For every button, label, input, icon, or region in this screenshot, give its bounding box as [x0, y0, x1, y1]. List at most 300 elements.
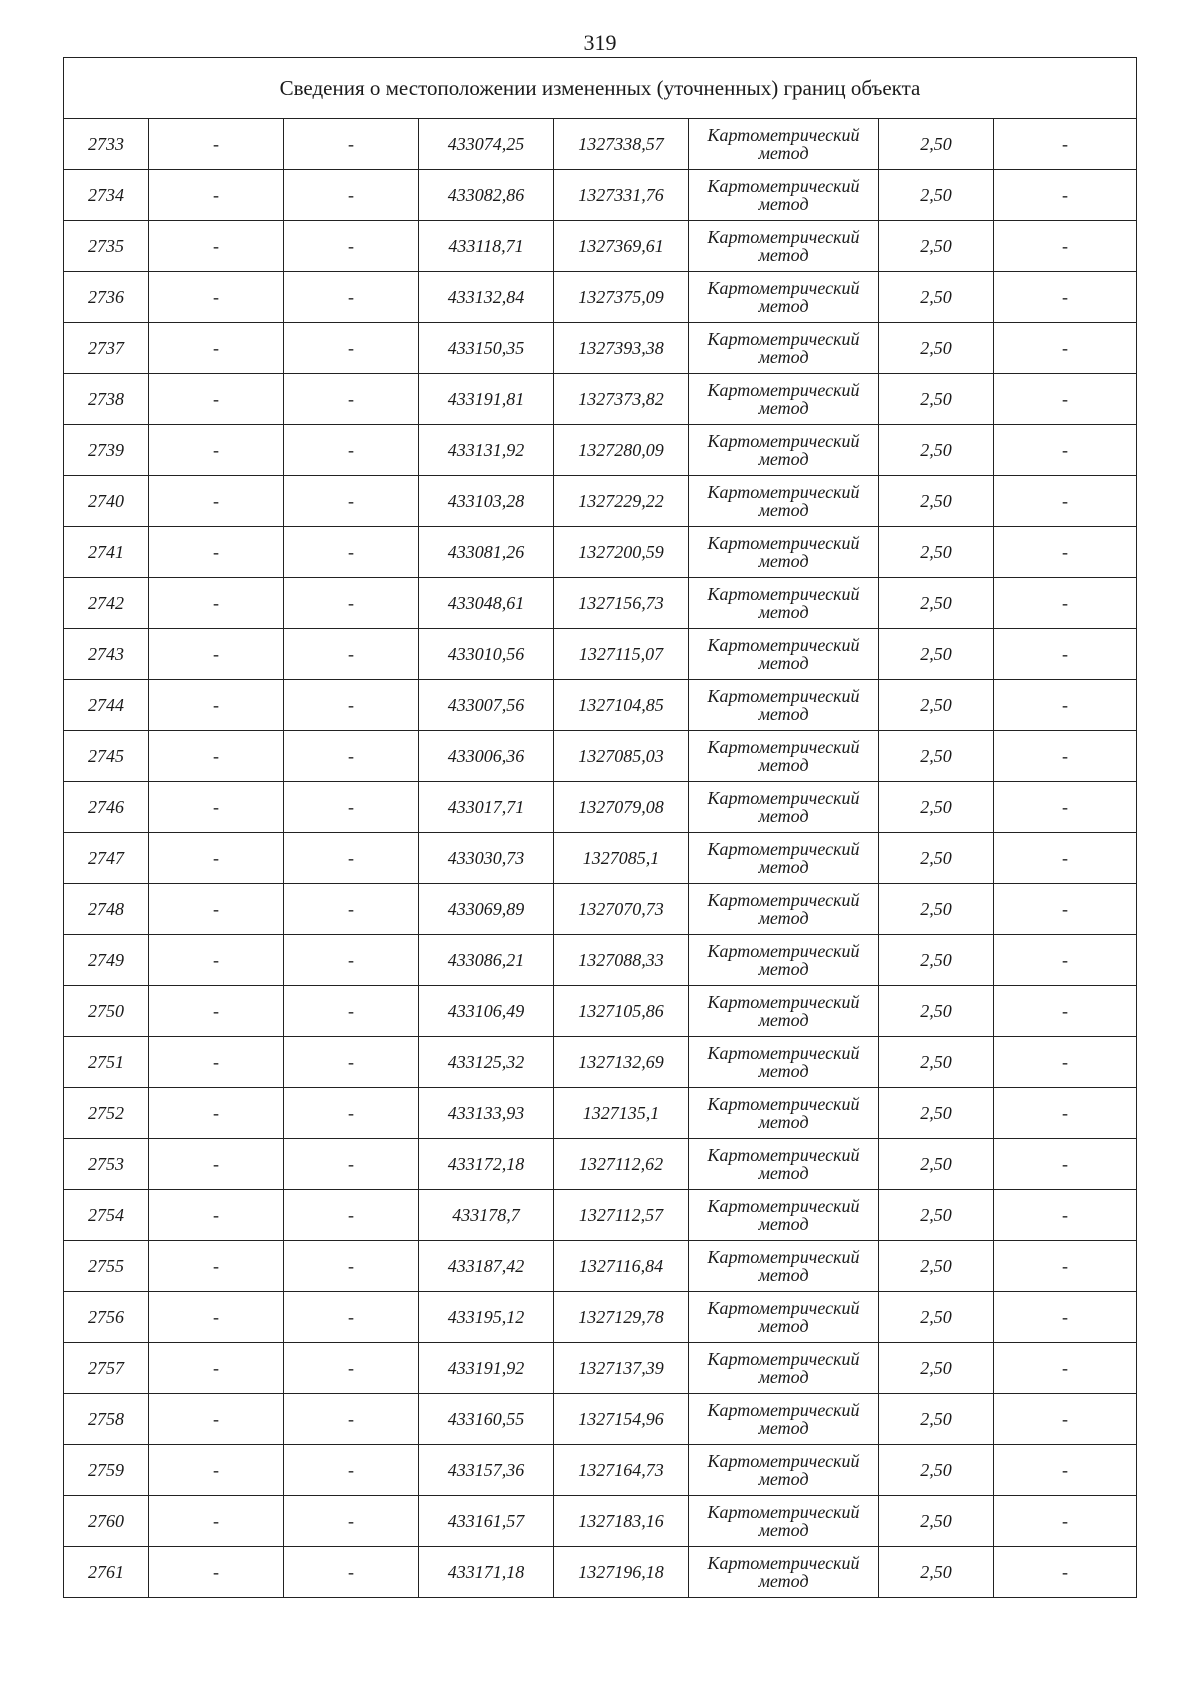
table-row	[64, 1241, 1137, 1292]
accuracy-cell: 2,50	[879, 425, 994, 476]
empty-x-old-cell: -	[149, 1343, 284, 1394]
method-text: Картометрический	[707, 1349, 860, 1369]
empty-x-old-cell: -	[149, 119, 284, 170]
method-text: метод	[758, 1061, 809, 1081]
point-number-cell: 2735	[64, 221, 149, 272]
accuracy-cell: 2,50	[879, 833, 994, 884]
y-coordinate-cell: 1327129,78	[554, 1292, 689, 1343]
method-cell	[689, 1343, 879, 1394]
method-text: метод	[758, 296, 809, 316]
method-text: метод	[758, 500, 809, 520]
point-number-cell: 2761	[64, 1547, 149, 1598]
x-coordinate-cell: 433007,56	[419, 680, 554, 731]
empty-x-old-cell: -	[149, 1394, 284, 1445]
point-number-cell: 2751	[64, 1037, 149, 1088]
x-coordinate-cell: 433030,73	[419, 833, 554, 884]
table-row	[64, 1496, 1137, 1547]
table-row	[64, 833, 1137, 884]
point-number-cell: 2754	[64, 1190, 149, 1241]
empty-y-old-cell: -	[284, 884, 419, 935]
point-number-cell: 2760	[64, 1496, 149, 1547]
method-cell	[689, 935, 879, 986]
empty-y-old-cell: -	[284, 425, 419, 476]
y-coordinate-cell: 1327154,96	[554, 1394, 689, 1445]
method-text: Картометрический	[707, 533, 860, 553]
table-row	[64, 527, 1137, 578]
accuracy-cell: 2,50	[879, 1037, 994, 1088]
x-coordinate-cell: 433157,36	[419, 1445, 554, 1496]
empty-x-old-cell: -	[149, 1088, 284, 1139]
method-cell	[689, 170, 879, 221]
method-text: метод	[758, 1163, 809, 1183]
method-text: Картометрический	[707, 482, 860, 502]
method-text: Картометрический	[707, 839, 860, 859]
y-coordinate-cell: 1327338,57	[554, 119, 689, 170]
empty-x-old-cell: -	[149, 680, 284, 731]
method-cell	[689, 986, 879, 1037]
method-text: метод	[758, 245, 809, 265]
method-cell	[689, 527, 879, 578]
method-cell	[689, 476, 879, 527]
point-number-cell: 2749	[64, 935, 149, 986]
method-cell	[689, 1547, 879, 1598]
y-coordinate-cell: 1327079,08	[554, 782, 689, 833]
method-text: метод	[758, 1112, 809, 1132]
x-coordinate-cell: 433172,18	[419, 1139, 554, 1190]
method-text: Картометрический	[707, 737, 860, 757]
method-text: метод	[758, 755, 809, 775]
accuracy-cell: 2,50	[879, 119, 994, 170]
method-text: метод	[758, 449, 809, 469]
x-coordinate-cell: 433118,71	[419, 221, 554, 272]
table-row	[64, 323, 1137, 374]
table-body	[64, 119, 1137, 1598]
y-coordinate-cell: 1327331,76	[554, 170, 689, 221]
x-coordinate-cell: 433171,18	[419, 1547, 554, 1598]
table-row	[64, 170, 1137, 221]
empty-x-old-cell: -	[149, 1547, 284, 1598]
method-text: Картометрический	[707, 1145, 860, 1165]
x-coordinate-cell: 433010,56	[419, 629, 554, 680]
x-coordinate-cell: 433191,92	[419, 1343, 554, 1394]
y-coordinate-cell: 1327085,1	[554, 833, 689, 884]
empty-x-old-cell: -	[149, 1292, 284, 1343]
empty-y-old-cell: -	[284, 170, 419, 221]
method-text: Картометрический	[707, 1094, 860, 1114]
method-cell	[689, 119, 879, 170]
table-row	[64, 935, 1137, 986]
method-text: Картометрический	[707, 1247, 860, 1267]
table-row	[64, 1037, 1137, 1088]
point-number-cell: 2742	[64, 578, 149, 629]
method-text: Картометрический	[707, 992, 860, 1012]
x-coordinate-cell: 433048,61	[419, 578, 554, 629]
empty-y-old-cell: -	[284, 1139, 419, 1190]
method-cell	[689, 1139, 879, 1190]
description-cell: -	[994, 935, 1137, 986]
description-cell: -	[994, 527, 1137, 578]
accuracy-cell: 2,50	[879, 476, 994, 527]
description-cell: -	[994, 425, 1137, 476]
accuracy-cell: 2,50	[879, 221, 994, 272]
description-cell: -	[994, 680, 1137, 731]
table-row	[64, 425, 1137, 476]
x-coordinate-cell: 433069,89	[419, 884, 554, 935]
y-coordinate-cell: 1327112,57	[554, 1190, 689, 1241]
method-text: Картометрический	[707, 1298, 860, 1318]
table-row	[64, 680, 1137, 731]
point-number-cell: 2750	[64, 986, 149, 1037]
empty-x-old-cell: -	[149, 221, 284, 272]
empty-y-old-cell: -	[284, 374, 419, 425]
coordinates-table	[63, 57, 1137, 1598]
method-cell	[689, 680, 879, 731]
y-coordinate-cell: 1327104,85	[554, 680, 689, 731]
point-number-cell: 2748	[64, 884, 149, 935]
method-text: метод	[758, 1214, 809, 1234]
description-cell: -	[994, 1394, 1137, 1445]
accuracy-cell: 2,50	[879, 1343, 994, 1394]
method-text: метод	[758, 653, 809, 673]
y-coordinate-cell: 1327280,09	[554, 425, 689, 476]
accuracy-cell: 2,50	[879, 1088, 994, 1139]
empty-x-old-cell: -	[149, 731, 284, 782]
table-title: Сведения о местоположении измененных (уточненных) границ объекта	[64, 58, 1137, 119]
point-number-cell: 2741	[64, 527, 149, 578]
empty-x-old-cell: -	[149, 1037, 284, 1088]
description-cell: -	[994, 731, 1137, 782]
method-text: метод	[758, 398, 809, 418]
x-coordinate-cell: 433191,81	[419, 374, 554, 425]
description-cell: -	[994, 221, 1137, 272]
empty-x-old-cell: -	[149, 170, 284, 221]
description-cell: -	[994, 1241, 1137, 1292]
table-row	[64, 578, 1137, 629]
x-coordinate-cell: 433103,28	[419, 476, 554, 527]
table-row	[64, 1547, 1137, 1598]
method-text: Картометрический	[707, 1043, 860, 1063]
x-coordinate-cell: 433178,7	[419, 1190, 554, 1241]
method-text: метод	[758, 1265, 809, 1285]
method-text: Картометрический	[707, 329, 860, 349]
point-number-cell: 2736	[64, 272, 149, 323]
method-cell	[689, 578, 879, 629]
method-text: Картометрический	[707, 941, 860, 961]
y-coordinate-cell: 1327393,38	[554, 323, 689, 374]
method-text: Картометрический	[707, 1400, 860, 1420]
description-cell: -	[994, 1445, 1137, 1496]
accuracy-cell: 2,50	[879, 578, 994, 629]
accuracy-cell: 2,50	[879, 1139, 994, 1190]
method-cell	[689, 731, 879, 782]
description-cell: -	[994, 1496, 1137, 1547]
method-text: Картометрический	[707, 1196, 860, 1216]
table-row	[64, 1343, 1137, 1394]
method-cell	[689, 1394, 879, 1445]
method-text: метод	[758, 1571, 809, 1591]
description-cell: -	[994, 833, 1137, 884]
description-cell: -	[994, 1343, 1137, 1394]
method-text: Картометрический	[707, 227, 860, 247]
empty-y-old-cell: -	[284, 1037, 419, 1088]
description-cell: -	[994, 578, 1137, 629]
y-coordinate-cell: 1327137,39	[554, 1343, 689, 1394]
empty-x-old-cell: -	[149, 782, 284, 833]
accuracy-cell: 2,50	[879, 1190, 994, 1241]
description-cell: -	[994, 1088, 1137, 1139]
method-cell	[689, 1037, 879, 1088]
method-cell	[689, 1445, 879, 1496]
point-number-cell: 2740	[64, 476, 149, 527]
empty-y-old-cell: -	[284, 1292, 419, 1343]
method-text: Картометрический	[707, 890, 860, 910]
empty-y-old-cell: -	[284, 833, 419, 884]
table-row	[64, 884, 1137, 935]
empty-x-old-cell: -	[149, 527, 284, 578]
x-coordinate-cell: 433125,32	[419, 1037, 554, 1088]
method-text: метод	[758, 1367, 809, 1387]
method-text: метод	[758, 908, 809, 928]
table-row	[64, 374, 1137, 425]
description-cell: -	[994, 629, 1137, 680]
empty-x-old-cell: -	[149, 1190, 284, 1241]
description-cell: -	[994, 374, 1137, 425]
method-cell	[689, 1496, 879, 1547]
accuracy-cell: 2,50	[879, 1445, 994, 1496]
description-cell: -	[994, 1547, 1137, 1598]
table-row	[64, 272, 1137, 323]
table-row	[64, 119, 1137, 170]
description-cell: -	[994, 119, 1137, 170]
accuracy-cell: 2,50	[879, 680, 994, 731]
x-coordinate-cell: 433074,25	[419, 119, 554, 170]
table-row	[64, 1088, 1137, 1139]
point-number-cell: 2747	[64, 833, 149, 884]
table-row	[64, 476, 1137, 527]
description-cell: -	[994, 170, 1137, 221]
empty-y-old-cell: -	[284, 731, 419, 782]
y-coordinate-cell: 1327164,73	[554, 1445, 689, 1496]
method-text: Картометрический	[707, 431, 860, 451]
method-text: Картометрический	[707, 176, 860, 196]
empty-y-old-cell: -	[284, 527, 419, 578]
empty-y-old-cell: -	[284, 1190, 419, 1241]
x-coordinate-cell: 433106,49	[419, 986, 554, 1037]
point-number-cell: 2745	[64, 731, 149, 782]
accuracy-cell: 2,50	[879, 527, 994, 578]
table-row	[64, 221, 1137, 272]
accuracy-cell: 2,50	[879, 1292, 994, 1343]
description-cell: -	[994, 1292, 1137, 1343]
empty-y-old-cell: -	[284, 221, 419, 272]
empty-x-old-cell: -	[149, 272, 284, 323]
y-coordinate-cell: 1327132,69	[554, 1037, 689, 1088]
empty-x-old-cell: -	[149, 986, 284, 1037]
empty-x-old-cell: -	[149, 1496, 284, 1547]
method-text: Картометрический	[707, 1502, 860, 1522]
point-number-cell: 2752	[64, 1088, 149, 1139]
method-text: метод	[758, 143, 809, 163]
method-cell	[689, 425, 879, 476]
description-cell: -	[994, 1139, 1137, 1190]
method-text: метод	[758, 1469, 809, 1489]
description-cell: -	[994, 476, 1137, 527]
accuracy-cell: 2,50	[879, 1241, 994, 1292]
empty-x-old-cell: -	[149, 1445, 284, 1496]
y-coordinate-cell: 1327183,16	[554, 1496, 689, 1547]
empty-y-old-cell: -	[284, 119, 419, 170]
x-coordinate-cell: 433195,12	[419, 1292, 554, 1343]
description-cell: -	[994, 1190, 1137, 1241]
method-text: Картометрический	[707, 278, 860, 298]
method-cell	[689, 833, 879, 884]
empty-y-old-cell: -	[284, 1394, 419, 1445]
empty-x-old-cell: -	[149, 629, 284, 680]
x-coordinate-cell: 433161,57	[419, 1496, 554, 1547]
method-text: метод	[758, 857, 809, 877]
method-text: Картометрический	[707, 788, 860, 808]
y-coordinate-cell: 1327369,61	[554, 221, 689, 272]
accuracy-cell: 2,50	[879, 170, 994, 221]
y-coordinate-cell: 1327115,07	[554, 629, 689, 680]
accuracy-cell: 2,50	[879, 986, 994, 1037]
method-text: метод	[758, 1316, 809, 1336]
description-cell: -	[994, 884, 1137, 935]
method-cell	[689, 374, 879, 425]
y-coordinate-cell: 1327373,82	[554, 374, 689, 425]
empty-y-old-cell: -	[284, 1088, 419, 1139]
empty-x-old-cell: -	[149, 476, 284, 527]
method-cell	[689, 1241, 879, 1292]
accuracy-cell: 2,50	[879, 272, 994, 323]
y-coordinate-cell: 1327135,1	[554, 1088, 689, 1139]
description-cell: -	[994, 323, 1137, 374]
accuracy-cell: 2,50	[879, 1394, 994, 1445]
y-coordinate-cell: 1327116,84	[554, 1241, 689, 1292]
y-coordinate-cell: 1327105,86	[554, 986, 689, 1037]
method-cell	[689, 221, 879, 272]
x-coordinate-cell: 433082,86	[419, 170, 554, 221]
point-number-cell: 2757	[64, 1343, 149, 1394]
point-number-cell: 2753	[64, 1139, 149, 1190]
method-text: метод	[758, 1418, 809, 1438]
empty-x-old-cell: -	[149, 425, 284, 476]
description-cell: -	[994, 272, 1137, 323]
point-number-cell: 2755	[64, 1241, 149, 1292]
empty-y-old-cell: -	[284, 782, 419, 833]
y-coordinate-cell: 1327229,22	[554, 476, 689, 527]
point-number-cell: 2744	[64, 680, 149, 731]
point-number-cell: 2743	[64, 629, 149, 680]
empty-y-old-cell: -	[284, 1343, 419, 1394]
empty-x-old-cell: -	[149, 884, 284, 935]
method-cell	[689, 1292, 879, 1343]
point-number-cell: 2738	[64, 374, 149, 425]
method-text: метод	[758, 704, 809, 724]
accuracy-cell: 2,50	[879, 1547, 994, 1598]
method-text: Картометрический	[707, 686, 860, 706]
empty-x-old-cell: -	[149, 935, 284, 986]
point-number-cell: 2737	[64, 323, 149, 374]
empty-y-old-cell: -	[284, 935, 419, 986]
accuracy-cell: 2,50	[879, 731, 994, 782]
method-text: метод	[758, 959, 809, 979]
accuracy-cell: 2,50	[879, 374, 994, 425]
method-text: метод	[758, 1520, 809, 1540]
y-coordinate-cell: 1327085,03	[554, 731, 689, 782]
x-coordinate-cell: 433086,21	[419, 935, 554, 986]
accuracy-cell: 2,50	[879, 1496, 994, 1547]
table-row	[64, 1445, 1137, 1496]
y-coordinate-cell: 1327070,73	[554, 884, 689, 935]
x-coordinate-cell: 433133,93	[419, 1088, 554, 1139]
empty-y-old-cell: -	[284, 323, 419, 374]
method-cell	[689, 323, 879, 374]
point-number-cell: 2758	[64, 1394, 149, 1445]
method-text: метод	[758, 551, 809, 571]
empty-y-old-cell: -	[284, 680, 419, 731]
table-row	[64, 1292, 1137, 1343]
x-coordinate-cell: 433187,42	[419, 1241, 554, 1292]
x-coordinate-cell: 433081,26	[419, 527, 554, 578]
accuracy-cell: 2,50	[879, 884, 994, 935]
method-text: Картометрический	[707, 125, 860, 145]
empty-y-old-cell: -	[284, 272, 419, 323]
method-text: метод	[758, 347, 809, 367]
method-cell	[689, 1190, 879, 1241]
empty-x-old-cell: -	[149, 833, 284, 884]
y-coordinate-cell: 1327156,73	[554, 578, 689, 629]
table-row	[64, 1394, 1137, 1445]
point-number-cell: 2733	[64, 119, 149, 170]
method-text: Картометрический	[707, 380, 860, 400]
empty-y-old-cell: -	[284, 1496, 419, 1547]
empty-x-old-cell: -	[149, 323, 284, 374]
y-coordinate-cell: 1327196,18	[554, 1547, 689, 1598]
method-text: Картометрический	[707, 1553, 860, 1573]
method-text: метод	[758, 194, 809, 214]
y-coordinate-cell: 1327088,33	[554, 935, 689, 986]
table-row	[64, 782, 1137, 833]
y-coordinate-cell: 1327375,09	[554, 272, 689, 323]
method-text: Картометрический	[707, 635, 860, 655]
point-number-cell: 2746	[64, 782, 149, 833]
page-number: 319	[583, 30, 617, 55]
x-coordinate-cell: 433006,36	[419, 731, 554, 782]
x-coordinate-cell: 433160,55	[419, 1394, 554, 1445]
point-number-cell: 2756	[64, 1292, 149, 1343]
accuracy-cell: 2,50	[879, 323, 994, 374]
accuracy-cell: 2,50	[879, 782, 994, 833]
accuracy-cell: 2,50	[879, 629, 994, 680]
empty-x-old-cell: -	[149, 578, 284, 629]
point-number-cell: 2759	[64, 1445, 149, 1496]
empty-y-old-cell: -	[284, 578, 419, 629]
method-cell	[689, 884, 879, 935]
description-cell: -	[994, 782, 1137, 833]
empty-y-old-cell: -	[284, 1241, 419, 1292]
empty-y-old-cell: -	[284, 986, 419, 1037]
y-coordinate-cell: 1327200,59	[554, 527, 689, 578]
description-cell: -	[994, 1037, 1137, 1088]
description-cell: -	[994, 986, 1137, 1037]
empty-x-old-cell: -	[149, 374, 284, 425]
method-cell	[689, 782, 879, 833]
empty-y-old-cell: -	[284, 476, 419, 527]
accuracy-cell: 2,50	[879, 935, 994, 986]
table-row	[64, 1190, 1137, 1241]
point-number-cell: 2734	[64, 170, 149, 221]
